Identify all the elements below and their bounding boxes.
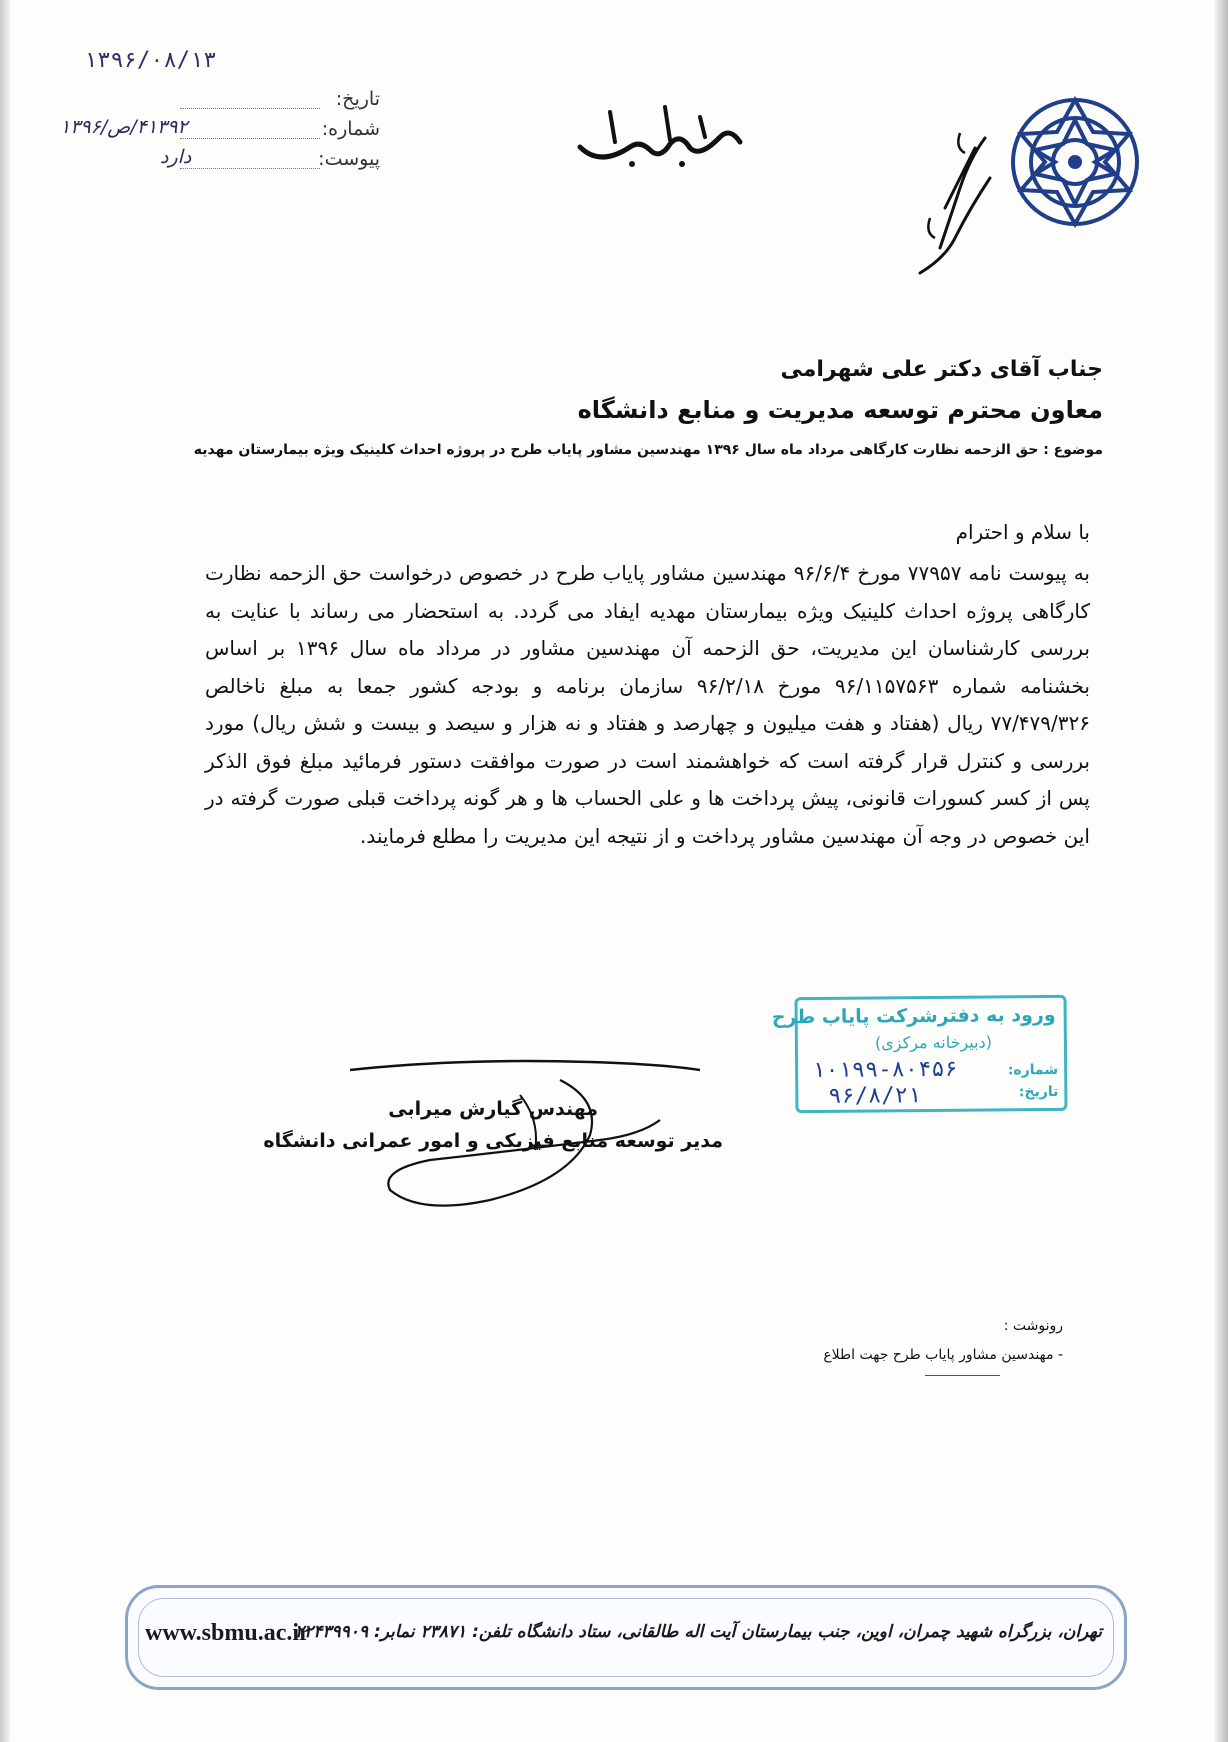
attachment-value: دارد: [160, 146, 192, 168]
footer-address-bar: [125, 1585, 1127, 1690]
university-logo-text: [900, 118, 1000, 278]
cc-recipient: - مهندسین مشاور پایاب طرح جهت اطلاع: [823, 1347, 1063, 1363]
stamp-title: ورود به دفترشرکت پایاب طرح: [771, 1003, 1056, 1029]
attachment-label: پیوست:: [318, 148, 380, 170]
number-dots: [180, 138, 320, 139]
scan-shadow-right: [1214, 0, 1228, 1742]
greeting: با سلام و احترام: [955, 520, 1090, 544]
cc-underline: [925, 1375, 1000, 1376]
cc-label: رونوشت :: [1003, 1318, 1063, 1334]
addressee-name: جناب آقای دکتر علی شهرامی: [780, 357, 1103, 382]
received-stamp: [771, 995, 1067, 1113]
footer-address: تهران، بزرگراه شهید چمران، اوین، جنب بیمارستان آیت اله طالقانی، ستاد دانشگاه تلفن: ۲۳۸۷۱ نمابر: ۲۲۴۳۹۹۰۹: [294, 1622, 1102, 1642]
number-label: شماره:: [321, 118, 380, 140]
stamp-date-value: ۹۶/۸/۲۱: [828, 1083, 922, 1109]
subject-line: موضوع : حق الزحمه نظارت کارگاهی مرداد ماه سال ۱۳۹۶ مهندسین مشاور پایاب طرح در پروژه احداث کلینیک ویژه بیمارستان مهدیه: [193, 442, 1103, 458]
signer-name: مهندس گیارش میرابی: [388, 1098, 599, 1120]
bismillah-calligraphy: [570, 92, 750, 182]
letter-meta: [60, 88, 380, 178]
number-row: [60, 118, 380, 148]
stamp-number-label: شماره:: [1007, 1061, 1059, 1079]
handwritten-date: ۱۳۹۶/۰۸/۱۳: [84, 48, 217, 73]
website-link[interactable]: www.sbmu.ac.ir: [145, 1620, 310, 1646]
signer-block: [263, 1098, 723, 1152]
letter-body: به پیوست نامه ۷۷۹۵۷ مورخ ۹۶/۶/۴ مهندسین مشاور پایاب طرح در خصوص درخواست حق الزحمه نظارت کارگاهی پروژه احداث کلینیک ویژه بیمارستان مهدیه ایفاد می گردد. به استحضار می رساند با عنایت به بررسی کارشناسان این مدیریت، حق الزحمه آن مهندسین مشاور در مرداد ماه سال ۱۳۹۶ بر اساس بخشنامه شماره ۹۶/۱۱۵۷۵۶۳ مورخ ۹۶/۲/۱۸ سازمان برنامه و بودجه کشور جمعا به مبلغ ناخالص ۷۷/۴۷۹/۳۲۶ ریال (هفتاد و هفت میلیون و چهارصد و هفتاد و نه هزار و سیصد و بیست و شش ریال) مورد بررسی و کنترل قرار گرفته است که خواهشمند است در صورت موافقت دستور فرمائید مبلغ فوق الذکر پس از کسر کسورات قانونی، پیش پرداخت ها و علی الحساب ها و هر گونه پرداخت قبلی صورت گرفته در این خصوص در وجه آن مهندسین مشاور پرداخت و از نتیجه این مدیریت را مطلع فرمایند.: [205, 561, 1091, 848]
date-label: تاریخ:: [335, 88, 380, 110]
addressee-block: [578, 357, 1103, 424]
signer-title: مدیر توسعه منابع فیزیکی و امور عمرانی دانشگاه: [263, 1130, 723, 1152]
attachment-dots: [180, 168, 320, 169]
date-dots: [180, 108, 320, 109]
stamp-subtitle: (دبیرخانه مرکزی): [874, 1032, 992, 1053]
number-value: ۴۱۳۹۲/ص/۱۳۹۶: [60, 116, 188, 138]
addressee-title: معاون محترم توسعه مدیریت و منابع دانشگاه: [577, 396, 1103, 424]
stamp-date-label: تاریخ:: [1018, 1083, 1059, 1101]
university-logo: [1005, 92, 1145, 232]
scan-shadow-left: [0, 0, 10, 1742]
attachment-row: [60, 148, 380, 178]
stamp-number-value: ۱۰۱۹۹-۸۰۴۵۶: [812, 1056, 958, 1084]
date-row: [60, 88, 380, 118]
